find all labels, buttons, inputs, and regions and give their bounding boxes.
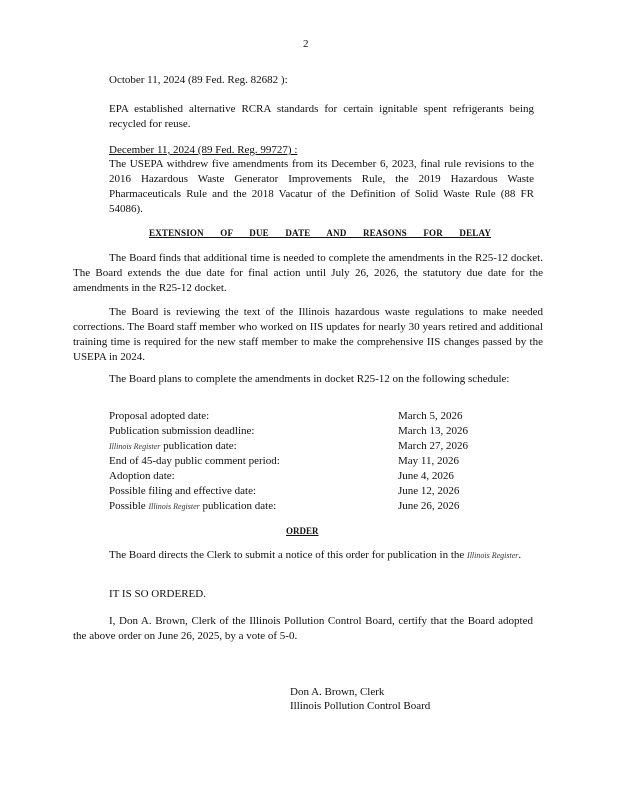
schedule-date: March 5, 2026 (398, 410, 463, 422)
section-heading: EXTENSION OF DUE DATE AND REASONS FOR DELAY (149, 228, 492, 238)
schedule-label-pre: Possible (109, 500, 149, 512)
clerk-end: . (518, 549, 522, 561)
schedule-row (109, 425, 529, 440)
schedule-label: Adoption date: (109, 470, 175, 482)
schedule-date: March 13, 2026 (398, 425, 468, 437)
body-paragraph: The Board is reviewing the text of the Illinois hazardous waste regulations to make needed corrections. The Board staff member who worked on IIS updates for nearly 30 years retired and additional training time is required for the new staff member to make the comprehensive IIS changes passed by the USEPA in 2024. (73, 306, 543, 363)
signature-name: Don A. Brown, Clerk (290, 686, 385, 698)
clerk-italic: Illinois Register (467, 551, 519, 560)
schedule-label-text: publication date: (199, 500, 277, 512)
entry-date-line: October 11, 2024 (89 Fed. Reg. 82682 ): (109, 74, 288, 86)
schedule-label: End of 45-day public comment period: (109, 455, 280, 467)
schedule-label: Publication submission deadline: (109, 425, 255, 437)
entry-text: EPA established alternative RCRA standards for certain ignitable spent refrigerants being recycled for reuse. (109, 103, 534, 130)
body-paragraph: The Board plans to complete the amendments in docket R25-12 on the following schedule: (109, 373, 510, 385)
schedule-date: June 26, 2026 (398, 500, 460, 512)
schedule-date: May 11, 2026 (398, 455, 460, 467)
entry-text: The USEPA withdrew five amendments from its December 6, 2023, final rule revisions to the 2016 Hazardous Waste Generator Improvements Rule, the 2019 Hazardous Waste Pharmaceuticals Rule and the 2018 Vacatur of the Definition of Solid Waste Rule (88 FR 54086). (109, 158, 534, 215)
schedule-label: Possible filing and effective date: (109, 485, 257, 497)
body-paragraph: The Board finds that additional time is needed to complete the amendments in the R25-12 docket. The Board extends the due date for final action until July 26, 2026, the statutory due date for the amendments in the R25-12 docket. (73, 252, 543, 294)
schedule-label (109, 500, 276, 512)
signature-org: Illinois Pollution Control Board (290, 700, 431, 712)
schedule-row (109, 455, 529, 470)
schedule-row (109, 440, 529, 455)
schedule-date: June 12, 2026 (398, 485, 460, 497)
schedule-row (109, 470, 529, 485)
schedule-label (109, 440, 237, 452)
schedule-label: Proposal adopted date: (109, 410, 210, 422)
order-heading: ORDER (286, 526, 319, 536)
schedule-date: June 4, 2026 (398, 470, 454, 482)
so-ordered: IT IS SO ORDERED. (109, 588, 206, 600)
schedule-row (109, 500, 529, 515)
schedule-label-italic: Illinois Register (109, 442, 161, 451)
page-number: 2 (303, 38, 309, 50)
schedule-label-italic: Illinois Register (148, 502, 200, 511)
certification-paragraph: I, Don A. Brown, Clerk of the Illinois Pollution Control Board, certify that the Board adopted the above order on June 26, 2025, by a vote of 5-0. (73, 615, 533, 642)
schedule-date: March 27, 2026 (398, 440, 468, 452)
schedule-row (109, 410, 529, 425)
schedule-row (109, 485, 529, 500)
clerk-text: The Board directs the Clerk to submit a notice of this order for publication in the (109, 549, 468, 561)
schedule-label-text: publication date: (160, 440, 237, 452)
body-paragraph (73, 548, 533, 563)
entry-date-line: December 11, 2024 (89 Fed. Reg. 99727) : (109, 144, 298, 156)
